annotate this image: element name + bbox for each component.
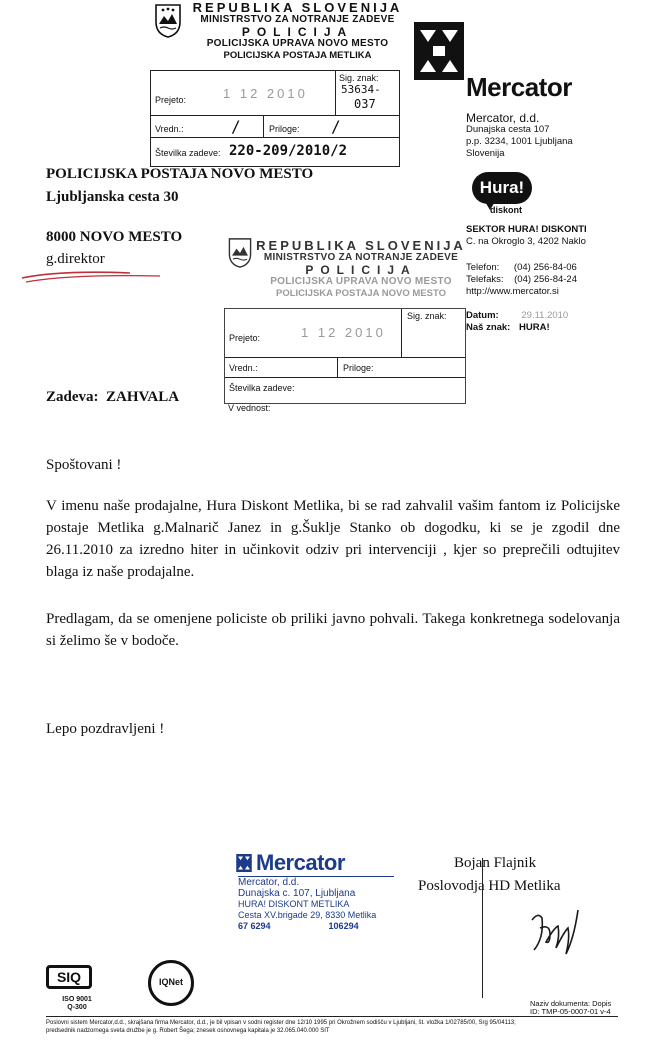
stamp-ministrstvo: MINISTRSTVO ZA NOTRANJE ZADEVE bbox=[200, 14, 395, 25]
website-link: http://www.mercator.si bbox=[466, 286, 559, 297]
mercator-brand: Mercator bbox=[466, 72, 572, 102]
nas-znak-value: HURA! bbox=[519, 322, 550, 333]
doc-name: Naziv dokumenta: Dopis bbox=[530, 999, 612, 1008]
stamp-mid-ministrstvo: MINISTRSTVO ZA NOTRANJE ZADEVE bbox=[263, 252, 459, 263]
underline-mark-icon bbox=[20, 268, 170, 284]
stamp-mid-uprava: POLICIJSKA UPRAVA NOVO MESTO bbox=[270, 276, 452, 287]
mid-stevilka-label: Številka zadeve: bbox=[229, 383, 295, 393]
police-receipt-box-top bbox=[150, 70, 400, 167]
sig-znak-value-2: 037 bbox=[354, 97, 376, 111]
hura-logo-sub: diskont bbox=[490, 205, 523, 215]
priloge-label: Priloge: bbox=[269, 124, 300, 134]
mercator-small-logo-icon bbox=[236, 854, 252, 872]
prejeto-label: Prejeto: bbox=[155, 95, 187, 105]
sender-ref bbox=[466, 310, 616, 334]
legal-line-1: Poslovni sistem Mercator,d.d., skrajšana firma Mercator, d.d., je bil vpisan v sodni register dne 12/10 1995 pri Okrožnem sodišču v Ljubljani, št. vložka 1/02785/00, Srg 95/04113; bbox=[46, 1020, 516, 1026]
telefon-value: (04) 256-84-06 bbox=[513, 262, 577, 273]
prejeto-date: 1 12 2010 bbox=[223, 86, 308, 101]
telefon-label: Telefon: bbox=[466, 262, 500, 273]
sender-sector bbox=[466, 224, 587, 248]
subject-text: ZAHVALA bbox=[106, 389, 180, 405]
stamp-mid-postaja: POLICIJSKA POSTAJA NOVO MESTO bbox=[276, 288, 446, 299]
recipient-line2: Ljubljanska cesta 30 bbox=[46, 189, 179, 205]
mid-prejeto-label: Prejeto: bbox=[229, 333, 261, 343]
recipient-line3: 8000 NOVO MESTO bbox=[46, 229, 183, 245]
telefaks-value: (04) 256-84-24 bbox=[514, 274, 577, 285]
stamp-code-1: 67 6294 bbox=[238, 921, 271, 931]
stamp-mid-republika: REPUBLIKA SLOVENIJA bbox=[256, 238, 466, 253]
signatory-title: Poslovodja HD Metlika bbox=[418, 878, 561, 894]
sender-street: Dunajska cesta 107 bbox=[466, 124, 550, 135]
sender-pobox: p.p. 3234, 1001 Ljubljana bbox=[466, 136, 573, 147]
recipient-line1: POLICIJSKA POSTAJA NOVO MESTO bbox=[46, 166, 314, 182]
iso-text: ISO 9001 bbox=[62, 996, 92, 1003]
subject-label: Zadeva: bbox=[46, 389, 99, 405]
q-text: Q-300 bbox=[67, 1004, 87, 1011]
stamp-policija: POLICIJA bbox=[241, 25, 354, 39]
signatory-name: Bojan Flajnik bbox=[454, 855, 537, 871]
iqnet-text: IQNet bbox=[158, 977, 183, 987]
company-stamp bbox=[236, 852, 398, 938]
sender-address bbox=[466, 112, 573, 160]
siq-logo-text: SIQ bbox=[46, 965, 92, 989]
doc-id: ID: TMP-05-0007-01 v-4 bbox=[530, 1007, 611, 1016]
stamp-code-2: 106294 bbox=[328, 921, 359, 931]
handwritten-signature-icon bbox=[520, 898, 590, 968]
closing: Lepo pozdravljeni ! bbox=[46, 721, 165, 737]
recipient-line4: g.direktor bbox=[46, 251, 105, 267]
iso-block bbox=[62, 996, 92, 1012]
recipient-block-2 bbox=[46, 226, 182, 270]
siq-logo bbox=[46, 965, 92, 989]
stevilka-zadeve-label: Številka zadeve: bbox=[155, 148, 221, 158]
subject-line bbox=[46, 386, 179, 408]
doc-meta bbox=[530, 1000, 611, 1016]
slovenia-coat-of-arms-icon bbox=[155, 4, 181, 38]
hura-logo bbox=[472, 172, 534, 216]
mid-prejeto-date: 1 12 2010 bbox=[301, 325, 386, 340]
stamp-company: Mercator, d.d. bbox=[238, 877, 300, 888]
paragraph-1: V imenu naše prodajalne, Hura Diskont Metlika, bi se rad zahvalil vašim fantom iz Policijske postaje Metlika g.Malnarič Janez in g.Šuklje Stanko ob dogodku, ki se je zgodil dne 26.11.2010 za izredno hiter in učinkovit odziv pri intervenciji , kjer so preprečili odtujitev blaga iz naše prodajalne. bbox=[46, 498, 620, 580]
mercator-logo-icon bbox=[414, 22, 464, 80]
vredn-label: Vredn.: bbox=[155, 124, 184, 134]
police-stamp-mid bbox=[254, 240, 468, 300]
police-receipt-box-mid bbox=[224, 308, 466, 404]
stamp-company-address: Dunajska c. 107, Ljubljana bbox=[238, 888, 356, 899]
iqnet-logo bbox=[148, 960, 194, 1006]
datum-value: 29.11.2010 bbox=[521, 310, 569, 321]
paragraph-2: Predlagam, da se omenjene policiste ob priliki javno pohvali. Takega konkretnega sodelovanja si želimo še v bodoče. bbox=[46, 611, 620, 649]
legal-line-2: predsednik nadzornega sveta družbe je g. Robert Šega; znesek osnovnega kapitala je 32.065.040.000 SIT bbox=[46, 1028, 330, 1034]
stamp-republika: REPUBLIKA SLOVENIJA bbox=[192, 0, 403, 15]
sector-address: C. na Okroglo 3, 4202 Naklo bbox=[466, 236, 586, 247]
sig-znak-value-1: 53634- bbox=[341, 83, 381, 96]
stamp-mid-policija: POLICIJA bbox=[305, 263, 417, 277]
vredn-value: / bbox=[231, 117, 241, 136]
stevilka-zadeve-value: 220-209/2010/2 bbox=[229, 143, 348, 159]
datum-label: Datum: bbox=[466, 310, 499, 321]
sig-znak-label: Sig. znak: bbox=[339, 73, 379, 83]
sector-name: SEKTOR HURA! DISKONTI bbox=[466, 224, 587, 235]
footer-rule bbox=[46, 1016, 618, 1017]
sender-company: Mercator, d.d. bbox=[466, 111, 540, 125]
mid-vvednost-label: V vednost: bbox=[228, 403, 271, 413]
stamp-uprava: POLICIJSKA UPRAVA NOVO MESTO bbox=[206, 38, 389, 49]
footer-legal bbox=[46, 1019, 620, 1035]
mid-vredn-label: Vredn.: bbox=[229, 363, 258, 373]
priloge-value: / bbox=[331, 117, 341, 136]
stamp-postaja: POLICIJSKA POSTAJA METLIKA bbox=[223, 50, 372, 61]
nas-znak-label: Naš znak: bbox=[466, 322, 511, 333]
stamp-unit-address: Cesta XV.brigade 29, 8330 Metlika bbox=[238, 910, 377, 920]
sender-country: Slovenija bbox=[466, 148, 505, 159]
fold-line bbox=[482, 858, 484, 998]
greeting: Spoštovani ! bbox=[46, 457, 122, 473]
mid-sig-znak-label: Sig. znak: bbox=[407, 311, 447, 321]
telefaks-label: Telefaks: bbox=[466, 274, 504, 285]
slovenia-coat-of-arms-icon bbox=[228, 238, 252, 268]
stamp-brand: Mercator bbox=[256, 850, 345, 875]
recipient-block bbox=[46, 163, 313, 209]
stamp-unit: HURA! DISKONT METLIKA bbox=[238, 899, 350, 909]
sender-contacts bbox=[466, 262, 616, 298]
signatory-block bbox=[418, 852, 561, 898]
mid-priloge-label: Priloge: bbox=[343, 363, 374, 373]
hura-logo-text: Hura! bbox=[472, 172, 532, 204]
